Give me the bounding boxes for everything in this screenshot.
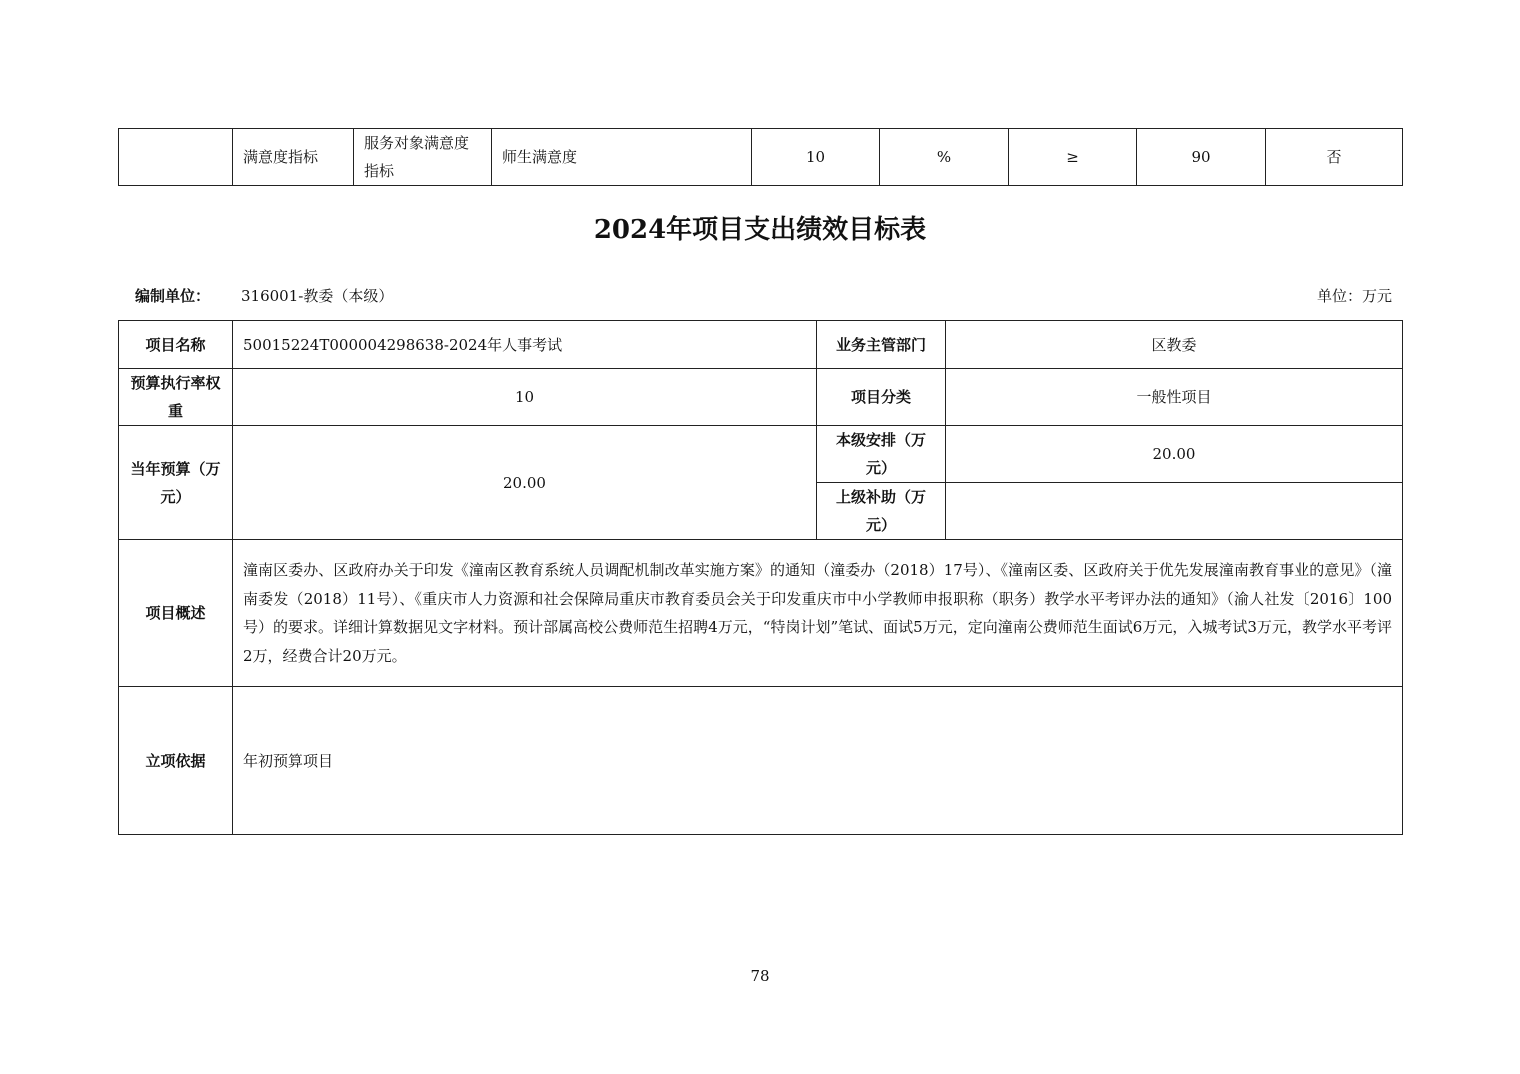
basis-value: 年初预算项目 [233,687,1403,835]
table-row [119,321,1403,369]
indicator-operator-cell: ≥ [1009,129,1137,186]
page-title: 2024年项目支出绩效目标表 [593,215,927,245]
exec-weight-value: 10 [233,369,817,426]
project-name-label: 项目名称 [119,321,233,369]
category-label: 项目分类 [817,369,946,426]
indicator-level3-cell: 服务对象满意度指标 [354,129,492,186]
own-arrangement-label: 本级安排（万元） [817,426,946,483]
indicator-unit-cell: % [880,129,1009,186]
indicator-target-cell: 90 [1137,129,1266,186]
dept-value: 区教委 [946,321,1403,369]
performance-target-table [118,320,1403,835]
exec-weight-label: 预算执行率权重 [119,369,233,426]
category-value: 一般性项目 [946,369,1403,426]
overview-value: 潼南区委办、区政府办关于印发《潼南区教育系统人员调配机制改革实施方案》的通知（潼委办（2018）17号）、《潼南区委、区政府关于优先发展潼南教育事业的意见》（潼南委发（2018）11号）、《重庆市人力资源和社会保障局重庆市教育委员会关于印发重庆市中小学教师申报职称（职务）教学水平考评办法的通知》（渝人社发〔2016〕100号）的要求。详细计算数据见文字材料。预计部属高校公费师范生招聘4万元，“特岗计划”笔试、面试5万元，定向潼南公费师范生面试6万元，入城考试3万元，教学水平考评2万，经费合计20万元。 [233,540,1403,687]
table-row [119,129,1403,186]
project-name-value: 50015224T000004298638-2024年人事考试 [233,321,817,369]
annual-budget-value: 20.00 [233,426,817,540]
indicator-level1-cell [119,129,233,186]
dept-label: 业务主管部门 [817,321,946,369]
indicator-flag-cell: 否 [1266,129,1403,186]
basis-label: 立项依据 [119,687,233,835]
compiling-unit-label: 编制单位： [135,287,211,305]
table-row [119,540,1403,687]
superior-subsidy-value [946,483,1403,540]
indicator-weight-cell: 10 [752,129,880,186]
indicator-level2-cell: 满意度指标 [233,129,354,186]
table-row [119,426,1403,483]
currency-unit: 单位：万元 [1316,287,1392,305]
compiling-unit-value: 316001-教委（本级） [241,287,394,305]
overview-label: 项目概述 [119,540,233,687]
indicator-name-cell: 师生满意度 [492,129,752,186]
table-row [119,687,1403,835]
own-arrangement-value: 20.00 [946,426,1403,483]
page-number: 78 [750,967,770,985]
satisfaction-indicator-table [118,128,1403,186]
annual-budget-label: 当年预算（万元） [119,426,233,540]
superior-subsidy-label: 上级补助（万元） [817,483,946,540]
table-row [119,369,1403,426]
